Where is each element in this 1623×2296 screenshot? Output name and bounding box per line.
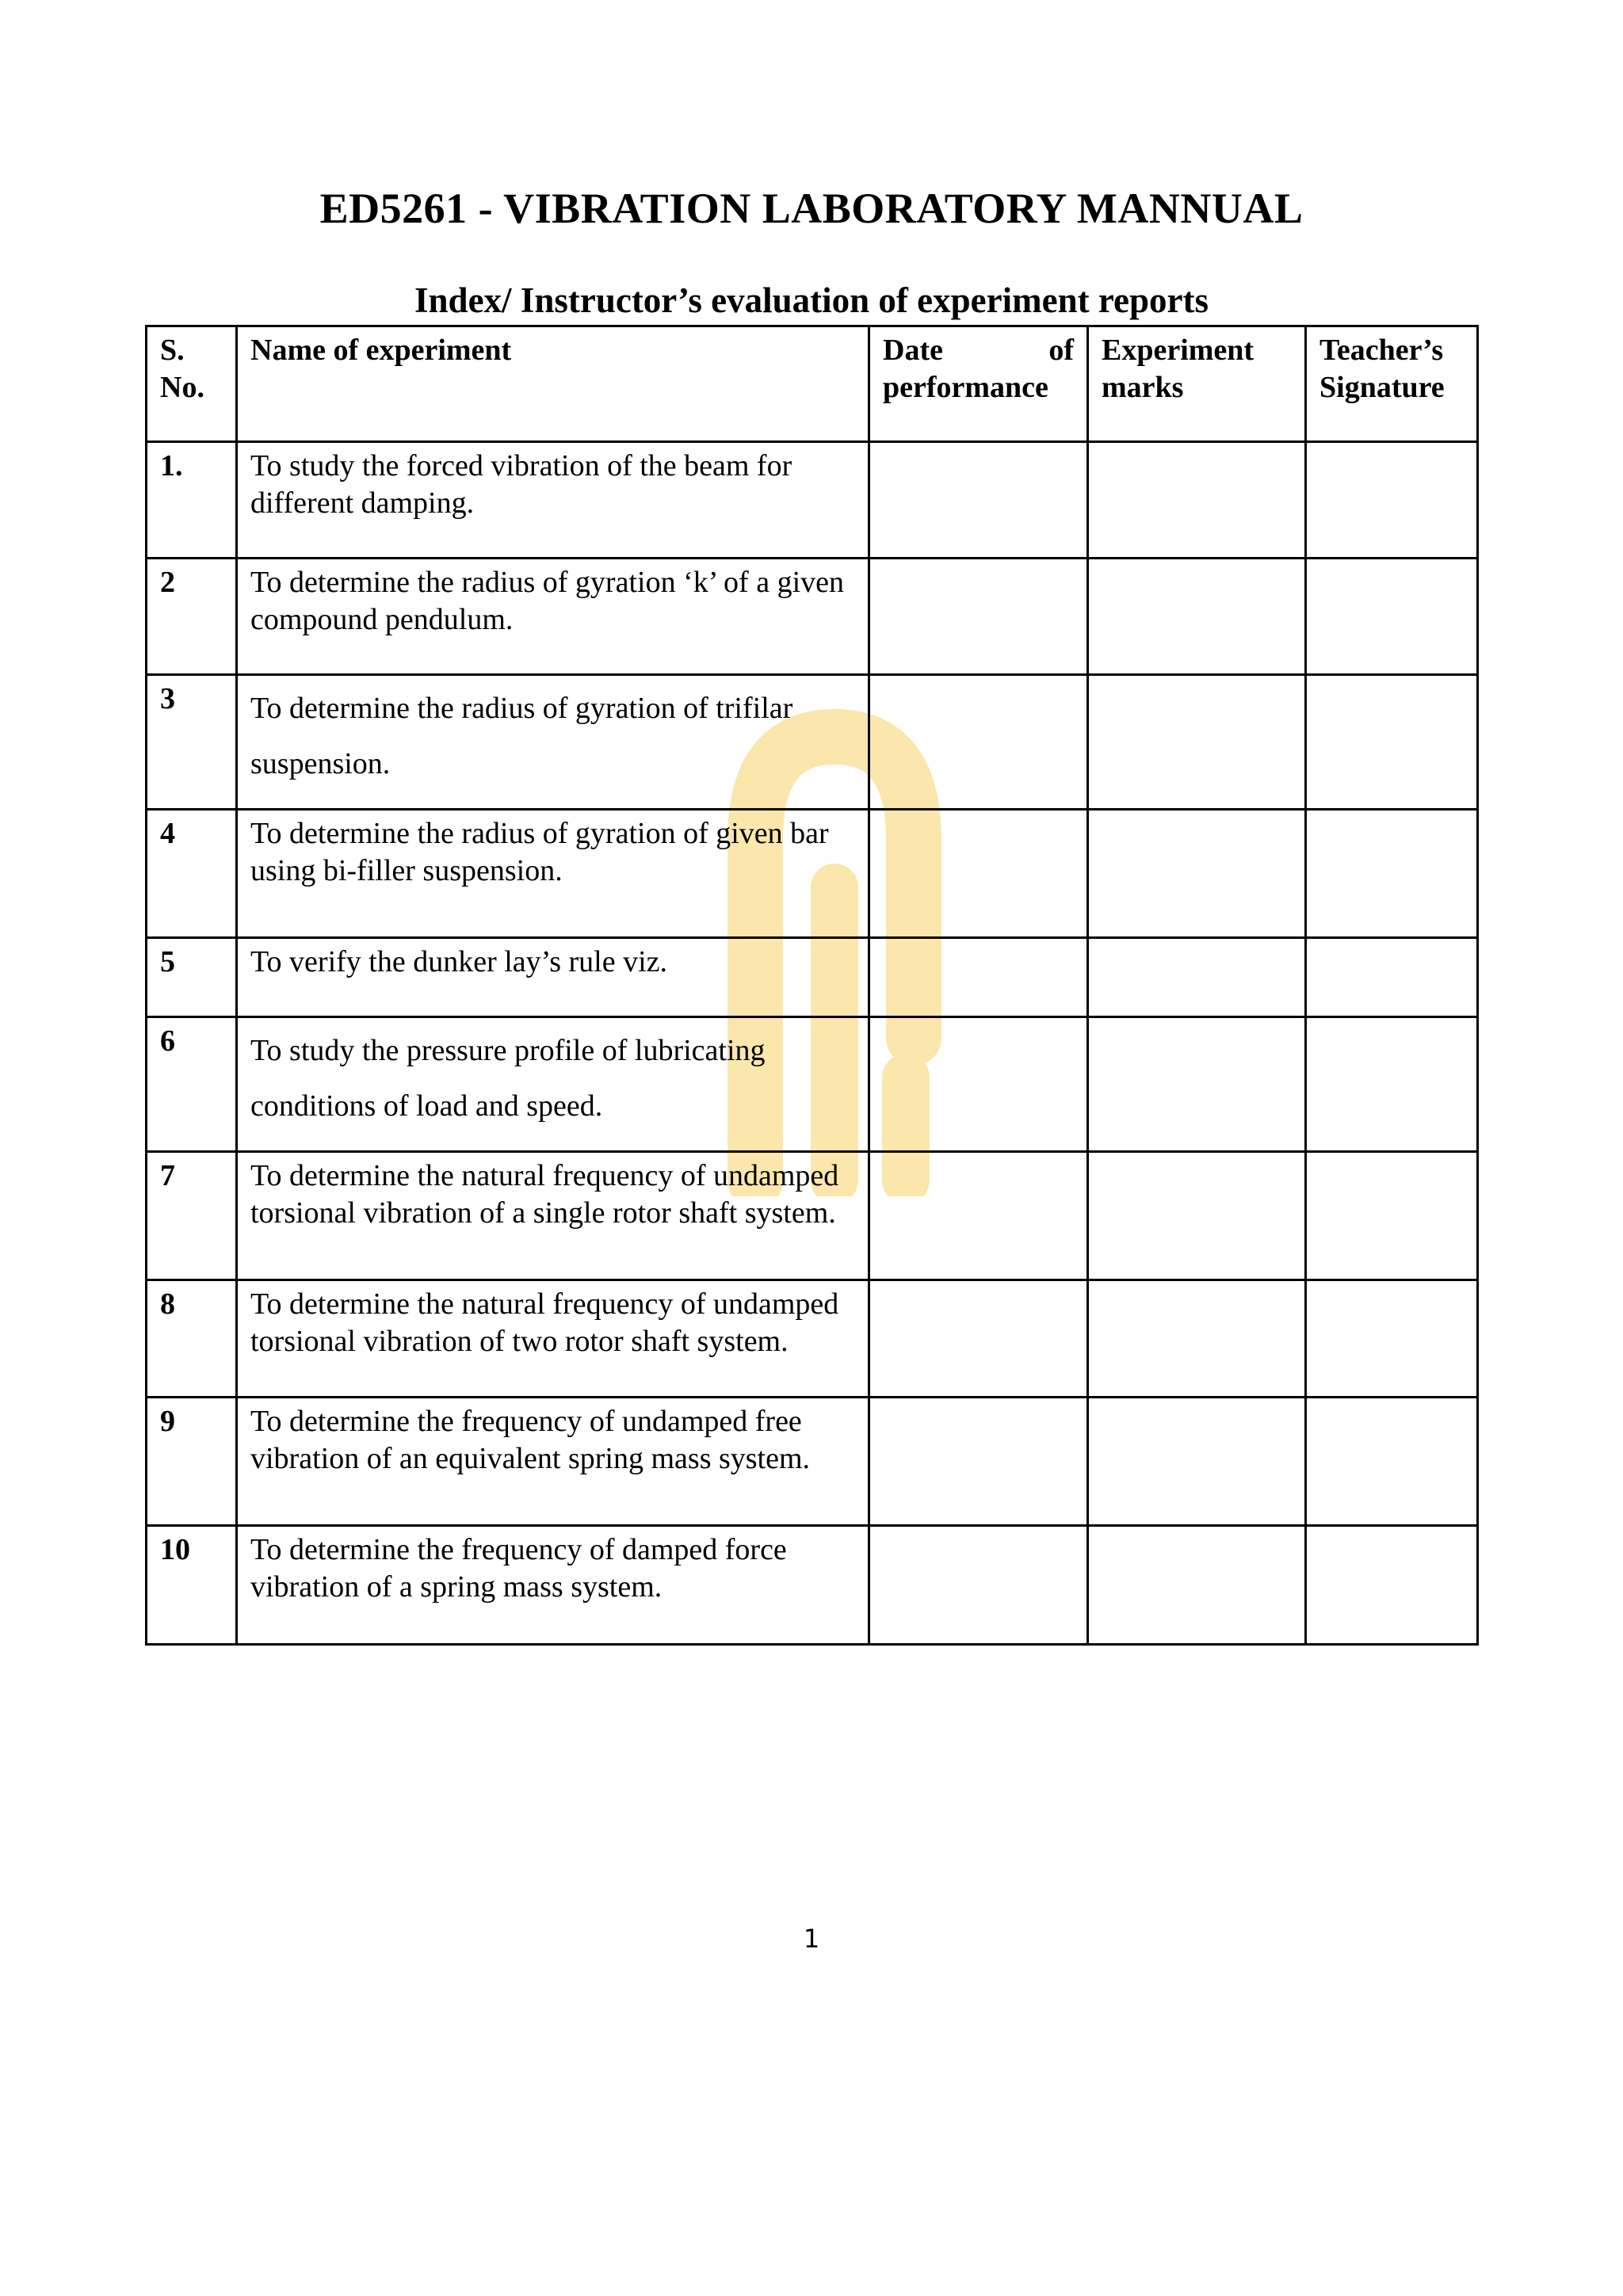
row-experiment-name: To determine the radius of gyration of given bar using bi-filler suspension. <box>237 810 869 938</box>
header-sno <box>147 326 237 442</box>
row-date-cell <box>869 810 1088 938</box>
row-marks-cell <box>1088 1280 1306 1398</box>
header-date-line2: performance <box>883 371 1048 404</box>
row-marks-cell <box>1088 1398 1306 1526</box>
table-header-row <box>147 326 1478 442</box>
table-row <box>147 1152 1478 1280</box>
row-date-cell <box>869 1280 1088 1398</box>
row-marks-cell <box>1088 675 1306 810</box>
row-date-cell <box>869 675 1088 810</box>
header-sno-line1: S. <box>160 334 185 367</box>
row-signature-cell <box>1306 559 1478 675</box>
page-number: 1 <box>803 1924 820 1954</box>
row-experiment-name: To determine the natural frequency of undamped torsional vibration of two rotor shaft system. <box>237 1280 869 1398</box>
row-signature-cell <box>1306 1017 1478 1152</box>
row-experiment-name: To determine the natural frequency of undamped torsional vibration of a single rotor shaft system. <box>237 1152 869 1280</box>
row-sno: 2 <box>147 559 237 675</box>
row-signature-cell <box>1306 442 1478 559</box>
row-date-cell <box>869 442 1088 559</box>
row-signature-cell <box>1306 675 1478 810</box>
header-sno-line2: No. <box>160 371 204 404</box>
row-marks-cell <box>1088 1017 1306 1152</box>
row-marks-cell <box>1088 1152 1306 1280</box>
header-marks-line2: marks <box>1102 371 1184 404</box>
table-row <box>147 1017 1478 1152</box>
table-row <box>147 442 1478 559</box>
table-row <box>147 810 1478 938</box>
row-signature-cell <box>1306 938 1478 1017</box>
row-experiment-name: To determine the radius of gyration of trifilar suspension. <box>237 675 869 810</box>
row-sno: 4 <box>147 810 237 938</box>
row-sno: 7 <box>147 1152 237 1280</box>
header-marks-line1: Experiment <box>1102 334 1254 367</box>
header-marks <box>1088 326 1306 442</box>
row-date-cell <box>869 1152 1088 1280</box>
row-marks-cell <box>1088 1526 1306 1645</box>
header-name: Name of experiment <box>237 326 869 442</box>
index-subtitle: Index/ Instructor’s evaluation of experiment reports <box>414 280 1209 320</box>
row-experiment-name: To study the pressure profile of lubricating conditions of load and speed. <box>237 1017 869 1152</box>
header-sign-line1: Teacher’s <box>1319 334 1444 367</box>
experiment-index-table <box>145 325 1479 1646</box>
row-date-cell <box>869 1017 1088 1152</box>
row-sno: 8 <box>147 1280 237 1398</box>
row-marks-cell <box>1088 938 1306 1017</box>
row-experiment-name: To determine the frequency of undamped free vibration of an equivalent spring mass system. <box>237 1398 869 1526</box>
header-signature <box>1306 326 1478 442</box>
table-row <box>147 938 1478 1017</box>
table-row <box>147 1398 1478 1526</box>
table-row <box>147 559 1478 675</box>
row-sno: 1. <box>147 442 237 559</box>
header-sign-line2: Signature <box>1319 371 1445 404</box>
row-date-cell <box>869 1398 1088 1526</box>
row-date-cell <box>869 1526 1088 1645</box>
row-experiment-name: To study the forced vibration of the beam for different damping. <box>237 442 869 559</box>
row-experiment-name: To verify the dunker lay’s rule viz. <box>237 938 869 1017</box>
header-date-word1: Date <box>883 334 943 367</box>
document-title: ED5261 - VIBRATION LABORATORY MANNUAL <box>319 185 1304 232</box>
row-signature-cell <box>1306 810 1478 938</box>
header-date <box>869 326 1088 442</box>
row-marks-cell <box>1088 559 1306 675</box>
table-row <box>147 1526 1478 1645</box>
row-marks-cell <box>1088 442 1306 559</box>
row-signature-cell <box>1306 1152 1478 1280</box>
row-date-cell <box>869 559 1088 675</box>
row-date-cell <box>869 938 1088 1017</box>
row-signature-cell <box>1306 1398 1478 1526</box>
row-signature-cell <box>1306 1526 1478 1645</box>
row-sno: 5 <box>147 938 237 1017</box>
header-date-word2: of <box>1048 334 1074 367</box>
row-experiment-name: To determine the frequency of damped force vibration of a spring mass system. <box>237 1526 869 1645</box>
table-row <box>147 675 1478 810</box>
row-experiment-name: To determine the radius of gyration ‘k’ of a given compound pendulum. <box>237 559 869 675</box>
row-signature-cell <box>1306 1280 1478 1398</box>
row-sno: 6 <box>147 1017 237 1152</box>
row-sno: 10 <box>147 1526 237 1645</box>
row-marks-cell <box>1088 810 1306 938</box>
row-sno: 9 <box>147 1398 237 1526</box>
row-sno: 3 <box>147 675 237 810</box>
table-row <box>147 1280 1478 1398</box>
